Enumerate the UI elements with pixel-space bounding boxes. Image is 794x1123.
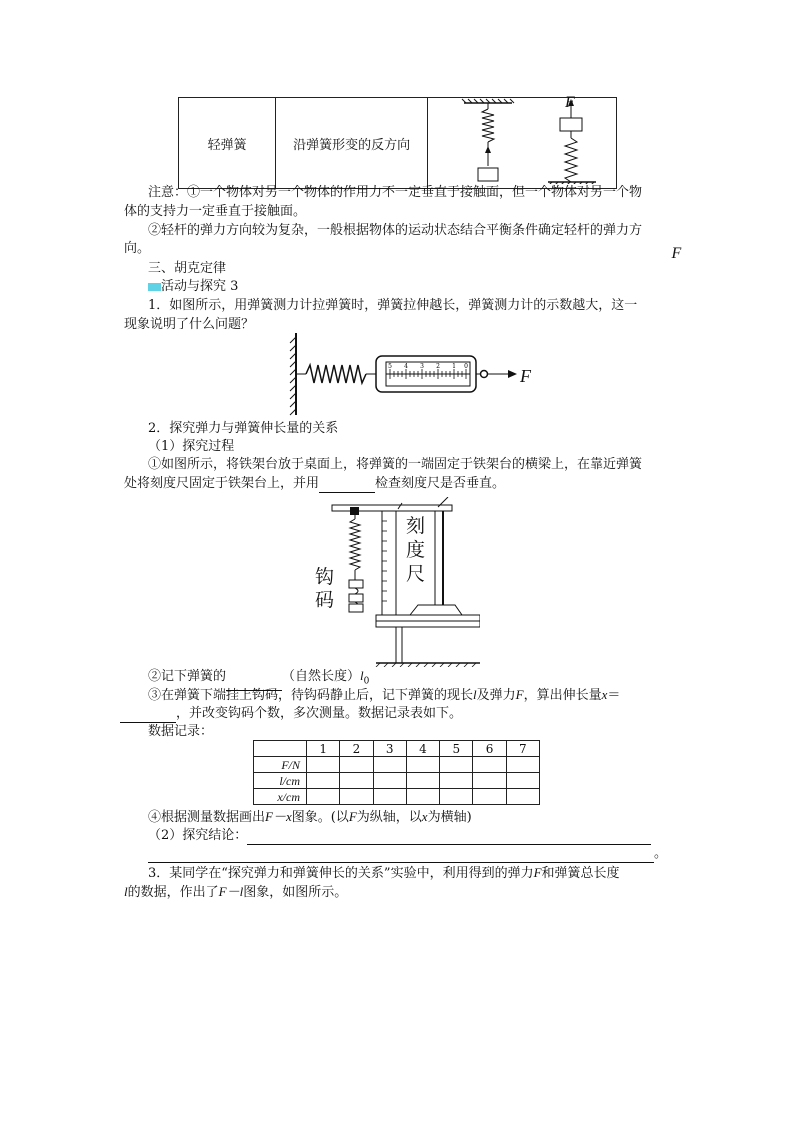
table-row [254,789,540,805]
ruler-char: 刻 [406,515,426,537]
step-2-text2: （自然长度） [282,669,361,684]
question-1b: 现象说明了什么问题？ [124,317,255,332]
symbol-l: l [473,687,477,702]
step-4-text: 为横轴) [427,810,472,825]
conclusion-line [148,827,651,845]
q3-text: 的数据，作出了 [127,885,219,900]
conclusion-label: （2）探究结论： [148,828,248,843]
table-cell[interactable] [307,757,340,773]
conclusion-line-2 [148,845,667,863]
activity-label [148,278,238,296]
table-cell[interactable] [473,789,506,805]
symbol-F: F [515,687,524,702]
row-header: F/N [254,757,307,773]
step-3a [148,686,620,705]
symbol-sub: 0 [363,676,370,687]
table-cell[interactable] [440,757,473,773]
note-2a: ②轻杆的弹力方向较为复杂，一般根据物体的运动状态结合平衡条件确定轻杆的弹力方 [148,223,643,238]
scale-number: 2 [436,363,440,370]
table-cell: 6 [473,741,506,757]
note-1b: 体的支持力一定垂直于接触面。 [124,204,307,219]
step-3-text: ＝ [607,688,621,703]
symbol-x: x [421,809,428,824]
iron-stand-figure [310,497,480,667]
symbol-x: x [601,687,608,702]
step-2-text: ②记下弹簧的 [148,669,227,684]
activity-text: 活动与探究 3 [161,279,239,294]
table-cell[interactable] [307,773,340,789]
step-4 [148,808,472,827]
step-1b-text2: 检查刻度尺是否垂直。 [375,476,506,491]
table-cell-diagram [428,98,682,262]
symbol-F: F [348,809,357,824]
table-cell[interactable] [307,789,340,805]
q3-text: 和弹簧总长度 [541,866,620,881]
table-cell[interactable] [506,757,539,773]
step-4-text: 为纵轴，以 [356,810,422,825]
fig1-force-label: F [520,366,531,386]
scale-number: 4 [404,363,408,370]
table-cell: 5 [440,741,473,757]
process-heading: （1）探究过程 [148,439,235,454]
table-row [254,773,540,789]
step-4-text: ④根据测量数据画出 [148,810,266,825]
table-cell[interactable] [406,773,439,789]
record-table [253,740,540,805]
symbol-F-x: F－x [265,809,292,824]
section-heading: 三、胡克定律 [148,261,227,276]
question-2: 2．探究弹力与弹簧伸长量的关系 [148,421,339,436]
force-label-left: F [671,244,682,262]
step-3-text: ，算出伸长量 [523,688,602,703]
ruler-char: 尺 [406,563,426,585]
table-cell: 1 [307,741,340,757]
table-cell[interactable] [440,773,473,789]
symbol-l: l [124,884,128,899]
scale-number: 1 [452,363,456,370]
symbol-l: l [360,668,364,683]
ruler-char: 度 [406,539,426,561]
q3-text: 图象，如图所示。 [243,885,348,900]
scale-number: 0 [464,363,468,370]
q3-text: 3．某同学在“探究弹力和弹簧伸长的关系”实验中，利用得到的弹力 [148,866,534,881]
table-cell[interactable] [340,789,373,805]
spring-direction-diagram [428,98,616,184]
weight-char: 钩 [315,566,335,588]
step-1b-text: 处将刻度尺固定于铁架台上，并用 [124,476,320,491]
step-4-text: 图象。(以 [291,810,349,825]
table-row [254,741,540,757]
table-cell: 3 [373,741,406,757]
table-cell-direction: 沿弹簧形变的反方向 [276,98,428,189]
row-header: l/cm [254,773,307,789]
step-1b [124,475,505,493]
table-cell [254,741,307,757]
spring-balance-figure [286,331,542,417]
table-cell[interactable] [473,757,506,773]
table-cell: 4 [406,741,439,757]
table-cell[interactable] [340,773,373,789]
step-3-text: ③在弹簧下端挂上钩码，待钩码静止后，记下弹簧的现长 [148,688,474,703]
table-row [254,757,540,773]
scale-number: 3 [420,363,424,370]
table-cell[interactable] [473,773,506,789]
symbol-F: F [533,865,542,880]
table-cell[interactable] [406,789,439,805]
table-cell[interactable] [406,757,439,773]
conclusion-blank-2[interactable] [148,862,654,863]
table-cell[interactable] [440,789,473,805]
weight-char: 码 [315,589,335,611]
symbol-F-l: F－l [218,884,244,899]
weight-label [315,566,335,612]
question-3b [124,883,347,902]
step-3-text: 及弹力 [476,688,516,703]
scale-number: 5 [388,363,392,370]
table-cell[interactable] [340,757,373,773]
step-3b [120,705,462,723]
step-1a: ①如图所示，将铁架台放于桌面上，将弹簧的一端固定于铁架台的横梁上，在靠近弹簧 [148,457,643,472]
note-1a: 注意：①一个物体对另一个物体的作用力不一定垂直于接触面，但一个物体对另一个物 [148,185,643,200]
tool-blank[interactable] [319,492,375,493]
activity-marker-icon [148,283,161,291]
table-cell-spring: 轻弹簧 [179,98,276,189]
table-cell[interactable] [506,789,539,805]
period: 。 [654,846,668,861]
data-label: 数据记录： [148,724,214,739]
table-cell[interactable] [506,773,539,789]
table-cell: 7 [506,741,539,757]
question-3a [148,864,620,883]
table-cell[interactable] [373,773,406,789]
ruler-label [406,514,426,586]
force-label-right: F [565,94,575,111]
table-cell: 2 [340,741,373,757]
row-header: x/cm [254,789,307,805]
question-1a: 1．如图所示，用弹簧测力计拉弹簧时，弹簧拉伸越长，弹簧测力计的示数越大，这一 [148,298,638,313]
note-2b: 向。 [124,241,151,256]
step-3-text: ，并改变钩码个数，多次测量。数据记录表如下。 [176,706,463,721]
table-cell[interactable] [373,757,406,773]
table-cell[interactable] [373,789,406,805]
